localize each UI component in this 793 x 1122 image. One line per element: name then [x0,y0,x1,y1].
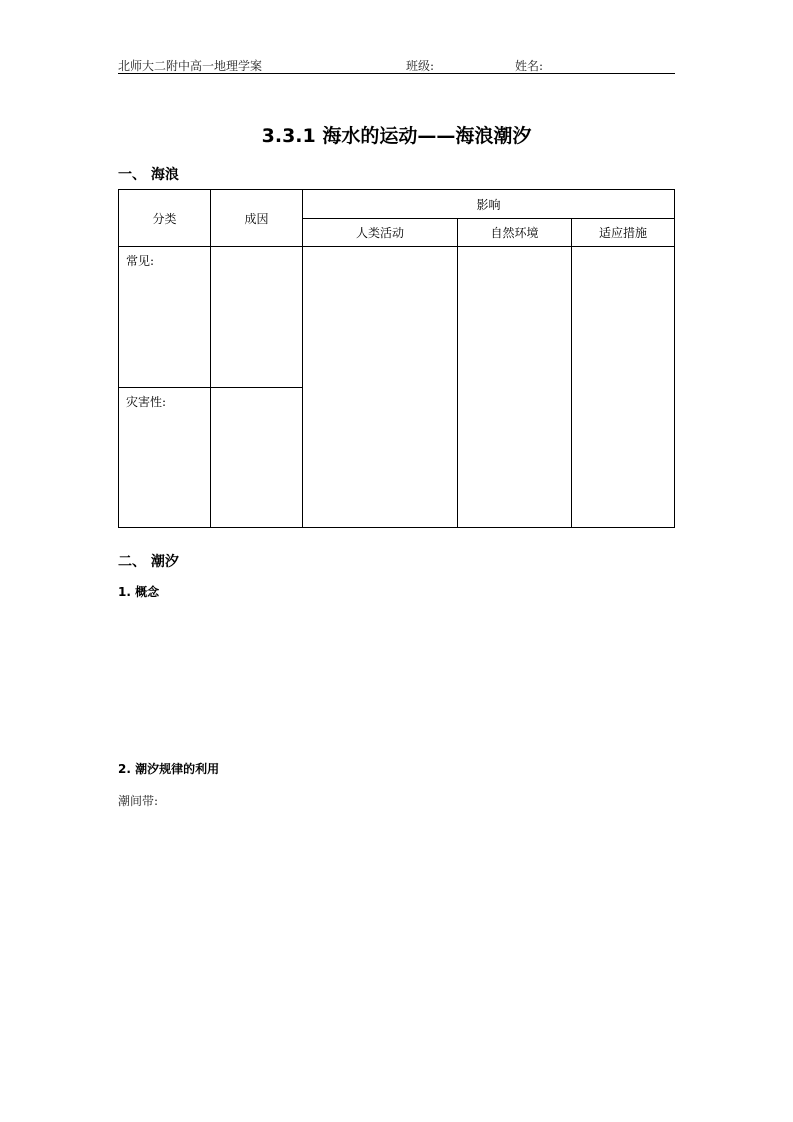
cell-disaster-cause [210,387,303,528]
section2-heading: 二、 潮汐 [118,554,179,570]
header-measures: 适应措施 [571,218,675,247]
cell-human [302,246,458,528]
header-divider [118,73,675,74]
section1-heading: 一、 海浪 [118,167,179,183]
header-human: 人类活动 [302,218,458,247]
cell-nature [457,246,572,528]
cell-common-cause [210,246,303,388]
name-label: 姓名: [515,59,544,73]
header-category: 分类 [118,189,211,247]
row-disaster-label: 灾害性: [118,387,211,528]
header-cause: 成因 [210,189,303,247]
intertidal-label: 潮间带: [118,794,159,808]
school-label: 北师大二附中高一地理学案 [118,59,263,73]
usage-heading: 2. 潮汐规律的利用 [118,762,220,776]
cell-measures [571,246,675,528]
class-label: 班级: [406,59,435,73]
row-common-label: 常见: [118,246,211,388]
page-title: 3.3.1 海水的运动——海浪潮汐 [261,125,532,147]
concept-heading: 1. 概念 [118,585,160,599]
header-impact: 影响 [302,189,675,219]
header-nature: 自然环境 [457,218,572,247]
